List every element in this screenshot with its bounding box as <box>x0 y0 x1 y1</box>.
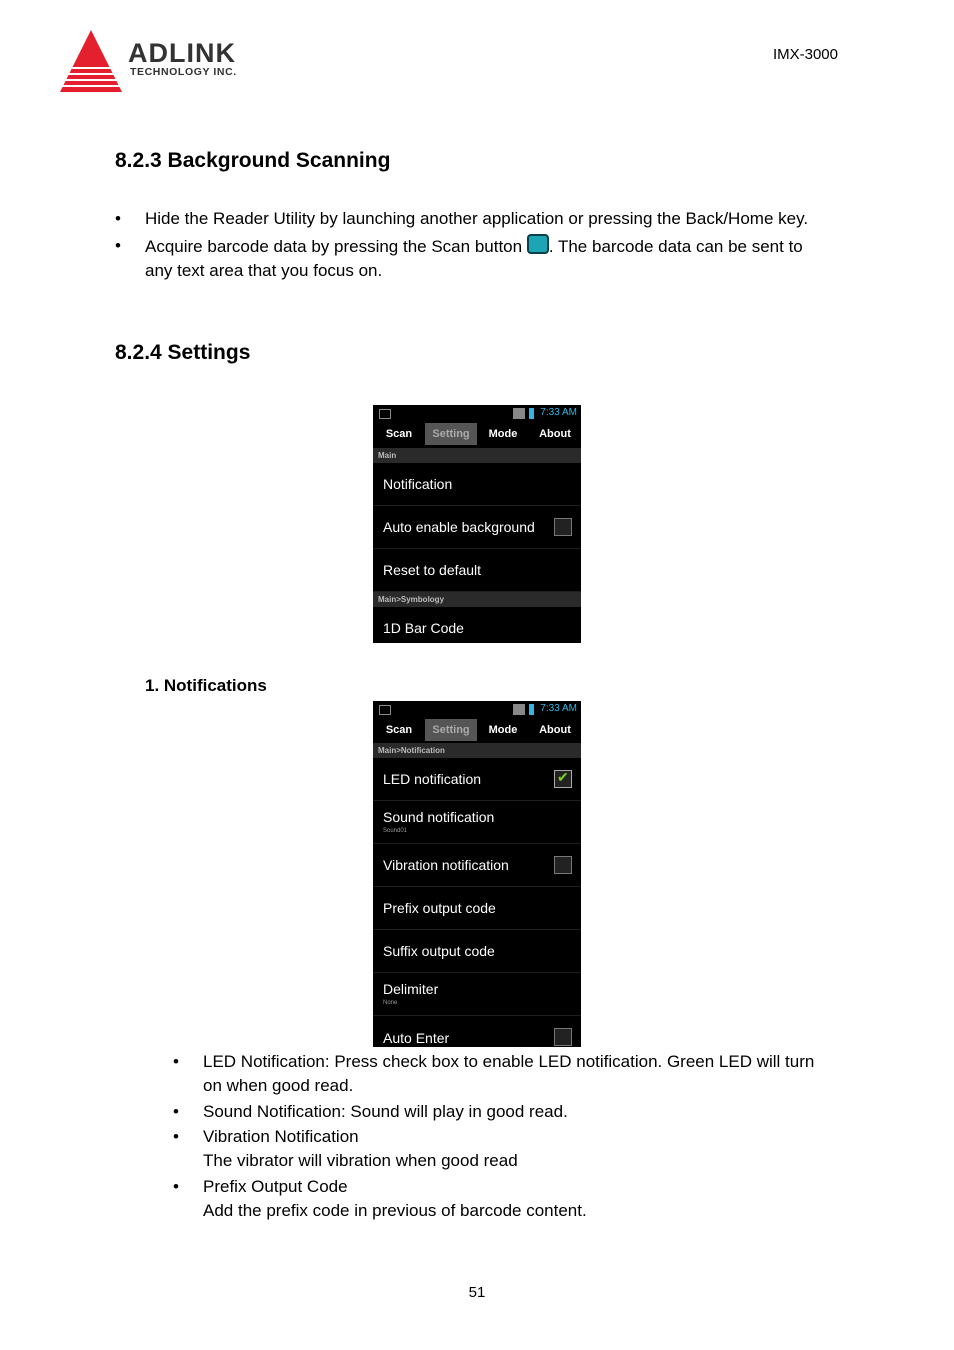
note-sound-notification: • Sound Notification: Sound will play in good read. <box>173 1102 568 1121</box>
tab-setting[interactable]: Setting <box>425 719 477 741</box>
picture-icon <box>379 409 391 419</box>
logo-subtitle: TECHNOLOGY INC. <box>130 66 237 78</box>
battery-icon <box>529 704 534 715</box>
note-prefix-output-code: • Prefix Output Code Add the prefix code in previous of barcode content. <box>173 1177 587 1220</box>
section-title-settings: 8.2.4 Settings <box>115 341 251 364</box>
tab-scan[interactable]: Scan <box>385 724 413 736</box>
setting-row-vibration-notification[interactable]: Vibration notification <box>373 844 581 887</box>
bullet-acquire-barcode: • Acquire barcode data by pressing the Scan button . The barcode data can be sent to any text area that you focus on. <box>115 236 803 280</box>
tab-about[interactable]: About <box>539 724 571 736</box>
setting-row-led-notification[interactable]: LED notification ✔ <box>373 758 581 801</box>
battery-icon <box>529 408 534 419</box>
setting-row-suffix-output-code[interactable]: Suffix output code <box>373 930 581 973</box>
signal-icon <box>513 408 525 419</box>
tab-scan[interactable]: Scan <box>385 428 413 440</box>
status-time: 7:33 AM <box>540 407 577 418</box>
bullet-hide-utility: • Hide the Reader Utility by launching another application or pressing the Back/Home key. <box>115 209 809 228</box>
status-bar <box>373 701 581 719</box>
tab-about[interactable]: About <box>539 428 571 440</box>
setting-row-1d-bar-code[interactable]: 1D Bar Code <box>383 620 464 636</box>
setting-row-prefix-output-code[interactable]: Prefix output code <box>373 887 581 930</box>
status-time: 7:33 AM <box>540 703 577 714</box>
setting-row-auto-enter[interactable]: Auto Enter <box>373 1016 581 1047</box>
signal-icon <box>513 704 525 715</box>
tab-bar <box>373 423 581 445</box>
status-bar <box>373 405 581 423</box>
setting-row-delimiter[interactable]: Delimiter None <box>373 973 581 1016</box>
section-title-background-scanning: 8.2.3 Background Scanning <box>115 149 391 172</box>
setting-row-notification[interactable]: Notification <box>373 463 581 506</box>
setting-row-reset-to-default[interactable]: Reset to default <box>373 549 581 592</box>
section-header-notification: Main>Notification <box>373 743 581 758</box>
tab-setting[interactable]: Setting <box>425 423 477 445</box>
auto-enable-background-checkbox[interactable] <box>554 518 572 536</box>
settings-screenshot-main <box>373 405 581 643</box>
tab-bar <box>373 719 581 741</box>
product-name: IMX-3000 <box>772 46 838 63</box>
section-header-main: Main <box>373 448 581 463</box>
led-notification-checkbox[interactable] <box>554 770 572 788</box>
scan-button-icon <box>527 234 549 254</box>
picture-icon <box>379 705 391 715</box>
note-vibration-notification: • Vibration Notification The vibrator will vibration when good read <box>173 1127 518 1170</box>
note-led-notification: • LED Notification: Press check box to enable LED notification. Green LED will turn on when good read. <box>173 1052 815 1095</box>
vibration-notification-checkbox[interactable] <box>554 856 572 874</box>
section-header-symbology: Main>Symbology <box>373 592 581 607</box>
adlink-logo-icon <box>58 28 124 96</box>
notifications-heading: 1. Notifications <box>145 676 267 695</box>
logo-wordmark: ADLINK <box>128 38 236 68</box>
auto-enter-checkbox[interactable] <box>554 1028 572 1046</box>
setting-row-auto-enable-background[interactable]: Auto enable background <box>373 506 581 549</box>
settings-screenshot-notification <box>373 701 581 1047</box>
tab-mode[interactable]: Mode <box>488 724 518 736</box>
page-number: 51 <box>468 1284 486 1301</box>
tab-mode[interactable]: Mode <box>488 428 518 440</box>
setting-row-sound-notification[interactable]: Sound notification Sound01 <box>373 801 581 844</box>
